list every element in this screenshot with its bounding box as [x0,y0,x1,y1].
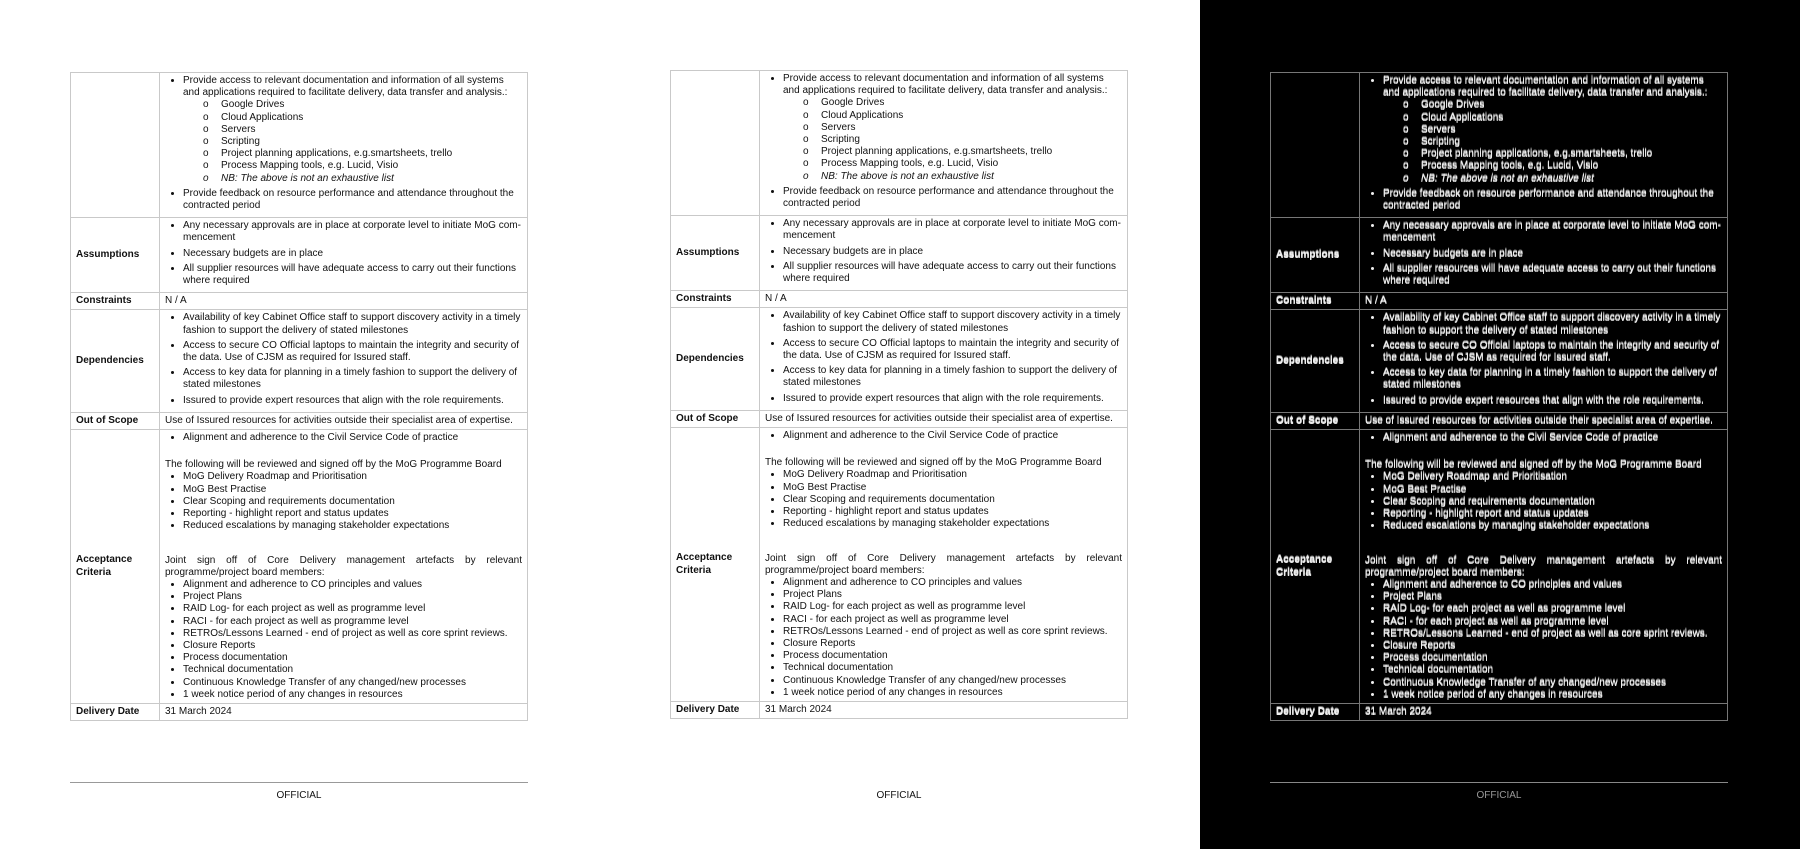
table-row [1271,73,1728,218]
acceptance-cell [760,428,1128,702]
list-item: • Issured to provide expert resources that align with the role requirements. [783,393,1122,405]
footer-classification: OFFICIAL [276,790,322,801]
access-list [765,73,1122,210]
spacer [765,445,1122,457]
footer-divider [70,782,528,783]
list-item: o Process Mapping tools, e.g. Lucid, Visio [1421,160,1722,172]
list-item: • Continuous Knowledge Transfer of any changed/new processes [183,677,522,689]
spacer [1365,447,1722,459]
constraints-value: N / A [760,291,1128,308]
access-cell [1360,73,1728,218]
list-item: • Continuous Knowledge Transfer of any changed/new processes [783,675,1122,687]
row-label: Acceptance Criteria [1271,430,1360,704]
access-cell [160,73,528,218]
list-item: • Alignment and adherence to CO principles and values [183,579,522,591]
board-intro: The following will be reviewed and signed off by the MoG Programme Board [765,457,1102,469]
list-item: • 1 week notice period of any changes in resources [783,687,1122,699]
dependencies-cell [1360,310,1728,412]
list-item: • Reporting - highlight report and status updates [783,506,1122,518]
spacer [165,447,522,459]
list-item: • Technical documentation [1383,664,1722,676]
table-row [71,218,528,293]
list-item: • MoG Delivery Roadmap and Prioritisation [1383,471,1722,483]
joint-list [1365,579,1722,701]
table-row [671,216,1128,291]
board-intro: The following will be reviewed and signed off by the MoG Programme Board [165,459,502,471]
list-item [183,75,522,185]
table-row [71,293,528,310]
delivery-date-value: 31 March 2024 [1360,703,1728,720]
acceptance-cell [1360,430,1728,704]
list-item: • RAID Log- for each project as well as programme level [183,603,522,615]
list-item: • Closure Reports [183,640,522,652]
list-item: o Process Mapping tools, e.g. Lucid, Visio [821,158,1122,170]
list-item: • Clear Scoping and requirements documentation [1383,496,1722,508]
list-item: • Any necessary approvals are in place at corporate level to initiate MoG com-mencement [1383,220,1722,244]
list-item: • Technical documentation [783,662,1122,674]
list-item: o Project planning applications, e.g.smartsheets, trello [221,148,522,160]
list-item: o NB: The above is not an exhaustive list [821,171,1122,183]
table-row [1271,430,1728,704]
dependencies-cell [160,310,528,412]
requirements-table-container [70,72,528,721]
row-label: Dependencies [71,310,160,412]
list-item: • Necessary budgets are in place [1383,248,1722,260]
list-item: • Project Plans [783,589,1122,601]
access-list [1365,75,1722,212]
requirements-table [70,72,528,721]
list-item: • Reduced escalations by managing stakeholder expectations [183,520,522,532]
table-row [71,703,528,720]
list-item: o Process Mapping tools, e.g. Lucid, Visio [221,160,522,172]
list-item: • Clear Scoping and requirements documentation [183,496,522,508]
list-item: • Access to key data for planning in a timely fashion to support the delivery of stated milestones [1383,367,1722,391]
list-item: • Availability of key Cabinet Office staff to support discovery activity in a timely fashion to support the delivery of stated milestones [183,312,522,336]
list-item: o Project planning applications, e.g.smartsheets, trello [821,146,1122,158]
footer-classification: OFFICIAL [1476,790,1522,801]
list-item: • Necessary budgets are in place [183,248,522,260]
list-item: • RETROs/Lessons Learned - end of project as well as core sprint reviews. [783,626,1122,638]
document-page-middle [600,0,1200,849]
spacer [765,531,1122,553]
joint-intro: Joint sign off of Core Delivery management artefacts by relevant programme/project board members: [1365,554,1722,578]
row-label: Constraints [671,291,760,308]
row-label: Dependencies [1271,310,1360,412]
list-item: • MoG Delivery Roadmap and Prioritisation [783,469,1122,481]
list-item: o Servers [1421,124,1722,136]
list-item: • Access to secure CO Official laptops to maintain the integrity and security of the data. Use of CJSM as required for Issured staff. [183,340,522,364]
list-item: • Closure Reports [1383,640,1722,652]
acceptance-first-list [765,430,1122,442]
list-item: • Alignment and adherence to the Civil Service Code of practice [783,430,1122,442]
list-item: • MoG Best Practise [1383,484,1722,496]
list-item: o Servers [821,122,1122,134]
list-item: • Access to secure CO Official laptops to maintain the integrity and security of the data. Use of CJSM as required for Issured staff. [783,338,1122,362]
list-item: • Alignment and adherence to CO principles and values [1383,579,1722,591]
footer-divider [1270,782,1728,783]
list-item: • RACI - for each project as well as programme level [1383,616,1722,628]
table-row [71,430,528,704]
joint-list [765,577,1122,699]
list-item: o Cloud Applications [1421,112,1722,124]
list-item: o Project planning applications, e.g.smartsheets, trello [1421,148,1722,160]
document-page-left [0,0,600,849]
list-item: o Scripting [221,136,522,148]
list-item: o Cloud Applications [821,110,1122,122]
list-item: • RETROs/Lessons Learned - end of project as well as core sprint reviews. [183,628,522,640]
delivery-date-value: 31 March 2024 [160,703,528,720]
assumptions-list [765,218,1122,285]
table-row [671,410,1128,427]
row-label: Assumptions [671,216,760,291]
list-item: o Servers [221,124,522,136]
acceptance-first-list [1365,432,1722,444]
requirements-table [670,70,1128,719]
constraints-value: N / A [1360,293,1728,310]
row-label: Acceptance Criteria [71,430,160,704]
table-row [671,428,1128,702]
constraints-value: N / A [160,293,528,310]
dependencies-cell [760,308,1128,410]
table-row [671,701,1128,718]
list-item: • Reduced escalations by managing stakeholder expectations [1383,520,1722,532]
list-item: • Project Plans [1383,591,1722,603]
systems-sublist [783,97,1122,182]
board-list [165,471,522,532]
row-label: Delivery Date [71,703,160,720]
list-item: • Closure Reports [783,638,1122,650]
access-bullet-text: Provide access to relevant documentation and information of all systems and applications required to facilitate delivery, data transfer and analysis.: [783,73,1108,97]
list-item: • Reduced escalations by managing stakeholder expectations [783,518,1122,530]
row-label-empty [71,73,160,218]
requirements-table-container [670,70,1128,719]
systems-sublist [183,99,522,184]
list-item: • RACI - for each project as well as programme level [783,614,1122,626]
list-item: o Scripting [821,134,1122,146]
requirements-table-container [1270,72,1728,721]
row-label: Assumptions [71,218,160,293]
list-item: • Provide feedback on resource performance and attendance throughout the contracted period [1383,188,1722,212]
spacer [1365,533,1722,555]
list-item: • Availability of key Cabinet Office staff to support discovery activity in a timely fashion to support the delivery of stated milestones [783,310,1122,334]
assumptions-list [1365,220,1722,287]
row-label: Out of Scope [71,412,160,429]
list-item: • Provide feedback on resource performance and attendance throughout the contracted period [183,188,522,212]
table-row [71,73,528,218]
list-item: • 1 week notice period of any changes in resources [183,689,522,701]
assumptions-cell [160,218,528,293]
list-item: • Technical documentation [183,664,522,676]
list-item: • Process documentation [183,652,522,664]
assumptions-list [165,220,522,287]
dependencies-list [765,310,1122,404]
footer-classification: OFFICIAL [876,790,922,801]
list-item: o NB: The above is not an exhaustive list [1421,173,1722,185]
list-item: • All supplier resources will have adequate access to carry out their functions where required [183,263,522,287]
list-item: • RAID Log- for each project as well as programme level [1383,603,1722,615]
systems-sublist [1383,99,1722,184]
row-label: Out of Scope [671,410,760,427]
row-label: Delivery Date [671,701,760,718]
list-item: o Cloud Applications [221,112,522,124]
table-row [671,71,1128,216]
list-item: • Necessary budgets are in place [783,246,1122,258]
row-label: Constraints [71,293,160,310]
list-item: • RAID Log- for each project as well as programme level [783,601,1122,613]
table-row [1271,412,1728,429]
requirements-table [1270,72,1728,721]
delivery-date-value: 31 March 2024 [760,701,1128,718]
list-item [1383,75,1722,185]
list-item: • RACI - for each project as well as programme level [183,616,522,628]
out-of-scope-value: Use of Issured resources for activities outside their specialist area of expertise. [1360,412,1728,429]
table-row [1271,310,1728,412]
row-label: Acceptance Criteria [671,428,760,702]
list-item: • Provide feedback on resource performance and attendance throughout the contracted period [783,186,1122,210]
list-item: • MoG Best Practise [783,482,1122,494]
row-label: Out of Scope [1271,412,1360,429]
row-label-empty [1271,73,1360,218]
table-row [1271,703,1728,720]
list-item: • All supplier resources will have adequate access to carry out their functions where required [783,261,1122,285]
table-row [671,291,1128,308]
row-label: Dependencies [671,308,760,410]
row-label: Assumptions [1271,218,1360,293]
access-bullet-text: Provide access to relevant documentation and information of all systems and applications required to facilitate delivery, data transfer and analysis.: [1383,75,1708,99]
acceptance-first-list [165,432,522,444]
list-item: • RETROs/Lessons Learned - end of project as well as core sprint reviews. [1383,628,1722,640]
table-row [71,412,528,429]
dependencies-list [165,312,522,406]
list-item [783,73,1122,183]
out-of-scope-value: Use of Issured resources for activities outside their specialist area of expertise. [160,412,528,429]
list-item: o NB: The above is not an exhaustive list [221,173,522,185]
list-item: • Continuous Knowledge Transfer of any changed/new processes [1383,677,1722,689]
out-of-scope-value: Use of Issured resources for activities outside their specialist area of expertise. [760,410,1128,427]
list-item: • Project Plans [183,591,522,603]
assumptions-cell [1360,218,1728,293]
joint-intro: Joint sign off of Core Delivery management artefacts by relevant programme/project board members: [765,552,1122,576]
row-label-empty [671,71,760,216]
list-item: • Clear Scoping and requirements documentation [783,494,1122,506]
list-item: • Process documentation [1383,652,1722,664]
table-row [71,310,528,412]
list-item: • MoG Best Practise [183,484,522,496]
joint-intro: Joint sign off of Core Delivery management artefacts by relevant programme/project board members: [165,554,522,578]
list-item: • MoG Delivery Roadmap and Prioritisation [183,471,522,483]
list-item: • Reporting - highlight report and status updates [183,508,522,520]
list-item: • Any necessary approvals are in place at corporate level to initiate MoG com-mencement [783,218,1122,242]
list-item: o Google Drives [1421,99,1722,111]
list-item: o Google Drives [821,97,1122,109]
access-cell [760,71,1128,216]
list-item: • Alignment and adherence to the Civil Service Code of practice [183,432,522,444]
table-row [1271,293,1728,310]
access-bullet-text: Provide access to relevant documentation and information of all systems and applications required to facilitate delivery, data transfer and analysis.: [183,75,508,99]
board-list [1365,471,1722,532]
list-item: • Issured to provide expert resources that align with the role requirements. [1383,395,1722,407]
list-item: • Alignment and adherence to the Civil Service Code of practice [1383,432,1722,444]
dependencies-list [1365,312,1722,406]
board-list [765,469,1122,530]
list-item: • Reporting - highlight report and status updates [1383,508,1722,520]
access-list [165,75,522,212]
list-item: • Access to secure CO Official laptops to maintain the integrity and security of the data. Use of CJSM as required for Issured staff. [1383,340,1722,364]
table-row [671,308,1128,410]
list-item: • All supplier resources will have adequate access to carry out their functions where required [1383,263,1722,287]
list-item: • Access to key data for planning in a timely fashion to support the delivery of stated milestones [183,367,522,391]
list-item: • Alignment and adherence to CO principles and values [783,577,1122,589]
table-row [1271,218,1728,293]
list-item: • Access to key data for planning in a timely fashion to support the delivery of stated milestones [783,365,1122,389]
list-item: • 1 week notice period of any changes in resources [1383,689,1722,701]
spacer [165,533,522,555]
assumptions-cell [760,216,1128,291]
list-item: • Issured to provide expert resources that align with the role requirements. [183,395,522,407]
joint-list [165,579,522,701]
list-item: • Process documentation [783,650,1122,662]
document-page-inverted [1200,0,1800,849]
acceptance-cell [160,430,528,704]
board-intro: The following will be reviewed and signed off by the MoG Programme Board [1365,459,1702,471]
list-item: o Google Drives [221,99,522,111]
list-item: o Scripting [1421,136,1722,148]
list-item: • Availability of key Cabinet Office staff to support discovery activity in a timely fashion to support the delivery of stated milestones [1383,312,1722,336]
list-item: • Any necessary approvals are in place at corporate level to initiate MoG com-mencement [183,220,522,244]
row-label: Constraints [1271,293,1360,310]
row-label: Delivery Date [1271,703,1360,720]
